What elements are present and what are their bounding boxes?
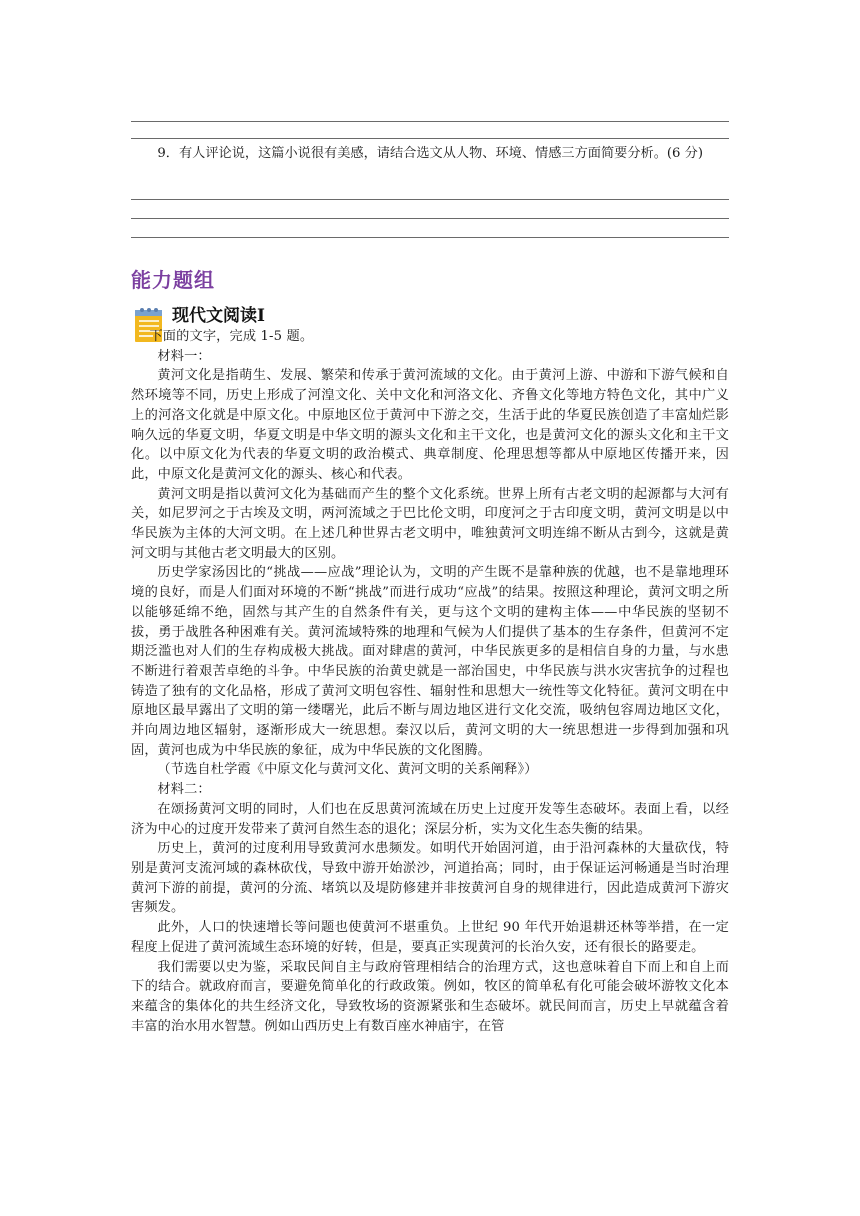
paragraph: 历史上，黄河的过度利用导致黄河水患频发。如明代开始固河道，由于沿河森林的大量砍伐，特别是黄河支流河域的森林砍伐，导致中游开始淤沙，河道抬高；同时，由于保证运河畅通是当时治理黄河下游的前提，黄河的分流、堵筑以及堤防修建并非按黄河自身的规律进行，因此造成黄河下游灾害频发。 bbox=[131, 841, 729, 916]
answer-line bbox=[131, 121, 729, 122]
source-citation: （节选自杜学霞《中原文化与黄河文化、黄河文明的关系阐释》） bbox=[157, 762, 538, 778]
answer-line bbox=[131, 138, 729, 139]
instruction: 下面的文字，完成 1-5 题。 bbox=[149, 329, 314, 344]
paragraph: 历史学家汤因比的“挑战——应战”理论认为，文明的产生既不是靠种族的优越，也不是靠地理环境的良好，而是人们面对环境的不断“挑战”而进行成功“应战”的结果。按照这种理论，黄河文明之所以能够延绵不绝，固然与其产生的自然条件有关，更与这个文明的建构主体——中华民族的坚韧不拔，勇于战胜各种困难有关。黄河流域特殊的地理和气候为人们提供了基本的生存条件，但黄河不定期泛滥也对人们的生存构成极大挑战。面对肆虐的黄河，中华民族更多的是相信自身的力量，与水患不断进行着艰苦卓绝的斗争。中华民族的治黄史就是一部治国史，中华民族与洪水灾害抗争的过程也铸造了独有的文化品格，形成了黄河文明包容性、辐射性和思想大一统性等文化特征。黄河文明在中原地区最早露出了文明的第一缕曙光，此后不断与周边地区进行文化交流，吸纳包容周边地区文化，并向周边地区辐射，逐渐形成大一统思想。秦汉以后，黄河文明的大一统思想进一步得到加强和巩固，黄河也成为中华民族的象征，成为中华民族的文化图腾。 bbox=[131, 565, 729, 758]
answer-line bbox=[131, 237, 729, 238]
paragraph: 在颂扬黄河文明的同时，人们也在反思黄河流域在历史上过度开发等生态破坏。表面上看，以经济为中心的过度开发带来了黄河自然生态的退化；深层分析，实为文化生态失衡的结果。 bbox=[131, 801, 729, 837]
material-2-label: 材料二： bbox=[157, 782, 211, 798]
reading-passage bbox=[131, 327, 729, 1036]
answer-line bbox=[131, 218, 729, 219]
paragraph: 黄河文明是指以黄河文化为基础而产生的整个文化系统。世界上所有古老文明的起源都与大河有关，如尼罗河之于古埃及文明，两河流域之于巴比伦文明，印度河之于古印度文明，黄河文明是以中华民族为主体的大河文明。在上述几种世界古老文明中，唯独黄河文明连绵不断从古到今，这就是黄河文明与其他古老文明最大的区别。 bbox=[131, 486, 729, 561]
question-9: 9．有人评论说，这篇小说很有美感，请结合选文从人物、环境、情感三方面简要分析。(6 分) bbox=[157, 146, 703, 161]
answer-line bbox=[131, 199, 729, 200]
paragraph: 黄河文化是指萌生、发展、繁荣和传承于黄河流域的文化。由于黄河上游、中游和下游气候和自然环境等不同，历史上形成了河湟文化、关中文化和河洛文化、齐鲁文化等地方特色文化，其中广义上的河洛文化就是中原文化。中原地区位于黄河中下游之交，生活于此的华夏民族创造了丰富灿烂影响久远的华夏文明，华夏文明是中华文明的源头文化和主干文化，也是黄河文化的源头文化和主干文化。以中原文化为代表的华夏文明的政治模式、典章制度、伦理思想等都从中原地区传播开来，因此，中原文化是黄河文化的源头、核心和代表。 bbox=[131, 368, 729, 482]
paragraph: 此外，人口的快速增长等问题也使黄河不堪重负。上世纪 90 年代开始退耕还林等举措，在一定程度上促进了黄河流域生态环境的好转，但是，要真正实现黄河的长治久安，还有很长的路要走。 bbox=[131, 920, 729, 955]
subsection-title: 现代文阅读Ⅰ bbox=[172, 306, 265, 326]
material-1-label: 材料一： bbox=[157, 348, 211, 364]
section-title: 能力题组 bbox=[131, 268, 215, 292]
paragraph: 我们需要以史为鉴，采取民间自主与政府管理相结合的治理方式，这也意味着自下而上和自上而下的结合。就政府而言，要避免简单化的行政政策。例如，牧区的简单私有化可能会破坏游牧文化本来蕴含的集体化的共生经济文化，导致牧场的资源紧张和生态破坏。就民间而言，历史上早就蕴含着丰富的治水用水智慧。例如山西历史上有数百座水神庙宇，在管 bbox=[131, 959, 729, 1034]
